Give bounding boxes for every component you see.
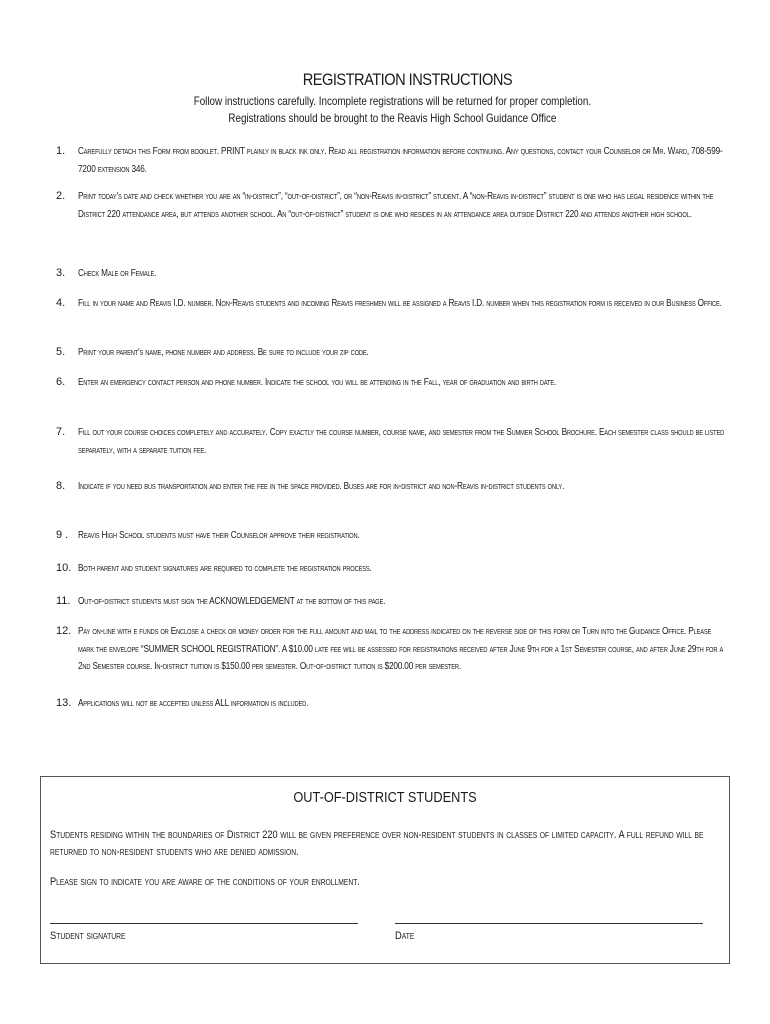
item-number: 8. xyxy=(56,480,66,492)
page-title: REGISTRATION INSTRUCTIONS xyxy=(302,70,513,89)
box-title: OUT-OF-DISTRICT STUDENTS xyxy=(293,789,477,806)
item-number: 5. xyxy=(56,346,66,358)
sign-notice: Please sign to indicate you are aware of the conditions of your enrollment. xyxy=(50,876,360,888)
item-text: Both parent and student signatures are required to complete the registration process. xyxy=(78,563,372,574)
item-text: Check Male or Female. xyxy=(78,268,157,279)
item-number: 3. xyxy=(56,267,66,279)
item-text: Pay on-line with e funds or Enclose a check or money order for the full amount and mail to the address indicated on the reverse side of this form or Turn into the Guidance Office. Please mark the envelope “SUMMER SCHOOL REGISTRATION”. A $10.00 late fee will be assessed for registrations received after June 9th for a 1st Semester course, and after June 29th for a 2nd Semester course. In-district tuition is $150.00 per semester. Out-of-district tuition is $200.00 per semester. xyxy=(78,626,724,672)
item-text: Print your parent's name, phone number and address. Be sure to include your zip code. xyxy=(78,347,369,358)
item-number: 10. xyxy=(56,562,72,574)
date-label: Date xyxy=(395,930,415,942)
item-number: 1. xyxy=(56,145,66,157)
subtitle-instructions: Follow instructions carefully. Incomplete registrations will be returned for proper completion. xyxy=(193,94,592,108)
item-number: 2. xyxy=(56,190,66,202)
item-text: Fill out your course choices completely and accurately. Copy exactly the course number, course name, and semester from the Summer School Brochure. Each semester class should be listed separately, with a separate tuition fee. xyxy=(78,427,725,456)
student-signature-label: Student signature xyxy=(50,930,126,942)
subtitle-location: Registrations should be brought to the Reavis High School Guidance Office xyxy=(228,111,557,125)
item-text: Reavis High School students must have their Counselor approve their registration. xyxy=(78,530,360,541)
item-number: 9 . xyxy=(56,529,69,541)
item-text: Indicate if you need bus transportation and enter the fee in the space provided. Buses are for in-district and non-Reavis in-district students only. xyxy=(78,481,565,492)
item-number: 4. xyxy=(56,297,66,309)
item-number: 12. xyxy=(56,625,72,637)
item-text: Carefully detach this Form from booklet. PRINT plainly in black ink only. Read all registration information before continuing. Any questions, contact your Counselor or Mr. Ward, 708-599-7200 extension 346. xyxy=(78,146,723,175)
item-text: Fill in your name and Reavis I.D. number. Non-Reavis students and incoming Reavis freshmen will be assigned a Reavis I.D. number when this registration form is received in our Business Office. xyxy=(78,298,722,309)
date-line[interactable] xyxy=(395,923,703,924)
item-number: 13. xyxy=(56,697,72,709)
preference-notice: Students residing within the boundaries of District 220 will be given preference over non-resident students in classes of limited capacity. A full refund will be returned to non-resident students who are denied admission. xyxy=(50,829,704,858)
item-text: Print today's date and check whether you are an “in-district”, “out-of-district”, or “non-Reavis in-district” student. A “non-Reavis in-district” student is one who has legal residence within the District 220 attendance area, but attends another school. An “out-of-district” student is one who resides in an attendance area outside District 220 and attends another high school. xyxy=(78,191,714,220)
student-signature-line[interactable] xyxy=(50,923,358,924)
item-text: Out-of-district students must sign the ACKNOWLEDGEMENT at the bottom of this page. xyxy=(78,596,386,607)
out-of-district-box xyxy=(40,776,730,964)
item-text: Applications will not be accepted unless ALL information is included. xyxy=(78,698,309,709)
item-text: Enter an emergency contact person and phone number. Indicate the school you will be attending in the Fall, year of graduation and birth date. xyxy=(78,377,557,388)
item-number: 6. xyxy=(56,376,66,388)
item-number: 7. xyxy=(56,426,66,438)
item-number: 11. xyxy=(56,595,71,607)
